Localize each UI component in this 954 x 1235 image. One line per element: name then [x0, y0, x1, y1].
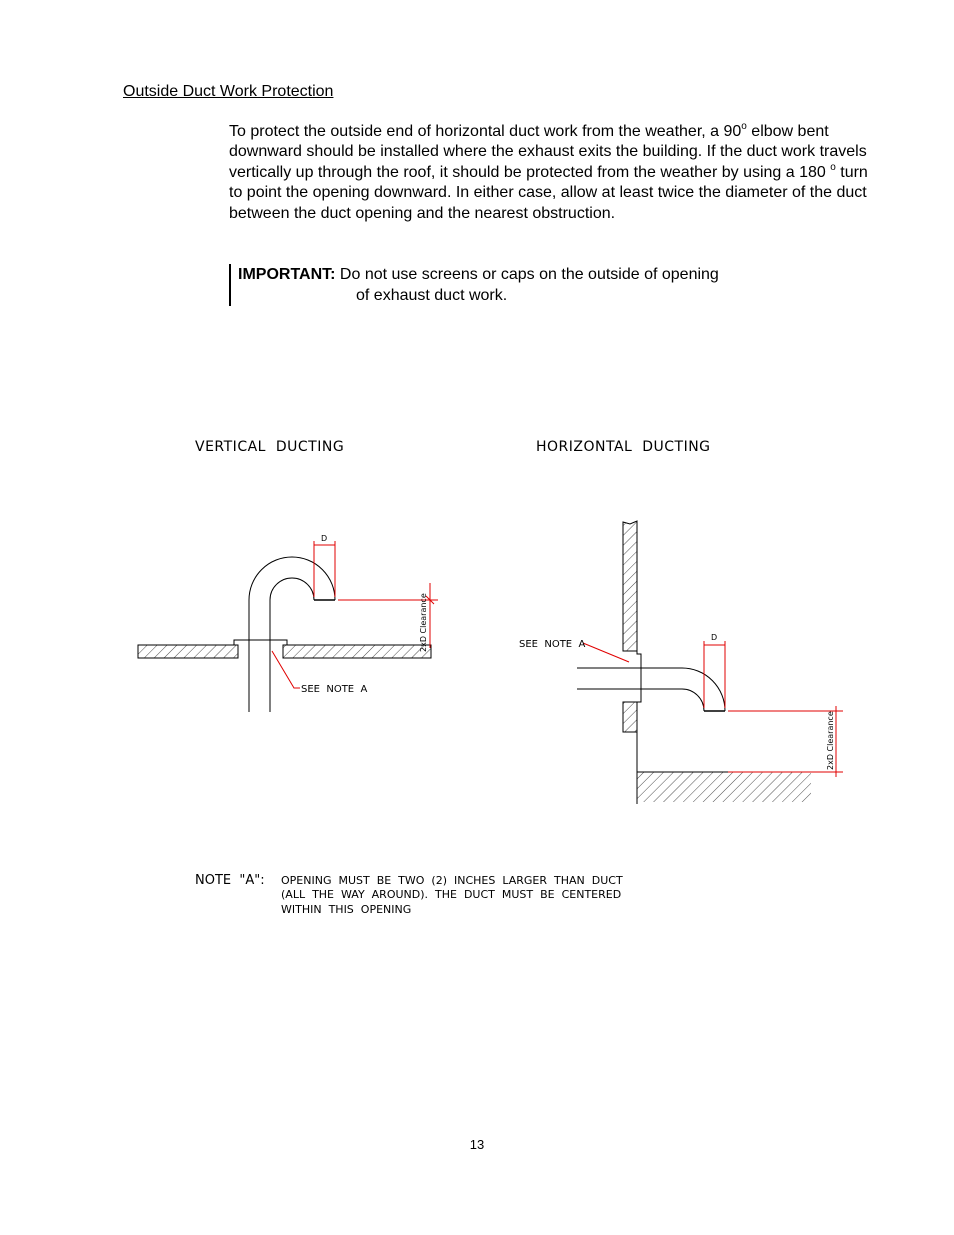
roof-right-slab	[283, 645, 431, 658]
degree-superscript-2: o	[830, 161, 836, 173]
vertical-clearance-label: 2xD Clearance	[419, 593, 428, 652]
note-a-line3: WITHIN THIS OPENING	[281, 903, 412, 916]
paragraph-part1: To protect the outside end of horizontal duct work from the weather, a 90	[229, 123, 742, 140]
important-line1: Do not use screens or caps on the outside of opening	[335, 266, 719, 283]
note-a	[195, 873, 623, 916]
roof-opening-flange	[234, 640, 287, 658]
horizontal-d-label: D	[711, 633, 718, 642]
wall-opening-flange	[637, 651, 641, 702]
vertical-ducting-title: VERTICAL DUCTING	[195, 439, 345, 455]
horizontal-see-note: SEE NOTE A	[519, 639, 586, 650]
ducting-diagram	[0, 420, 954, 930]
degree-superscript-1: o	[741, 121, 747, 132]
section-heading: Outside Duct Work Protection	[123, 83, 334, 100]
paragraph-part2: elbow bent downward should be installed where the exhaust exits the building. If the duct work travels vertically up through the roof, it should be protected from the weather by using a 180	[229, 123, 867, 181]
important-line2: of exhaust duct work.	[356, 287, 508, 304]
note-a-line2: (ALL THE WAY AROUND). THE DUCT MUST BE CENTERED	[281, 888, 622, 901]
instruction-paragraph	[229, 122, 869, 224]
horizontal-ducting-title: HORIZONTAL DUCTING	[536, 439, 711, 455]
roof-left-slab	[138, 645, 238, 658]
wall-upper-section	[623, 521, 637, 651]
wall-lower-section	[623, 702, 637, 732]
vertical-d-label: D	[321, 534, 328, 543]
note-a-label: NOTE "A":	[195, 873, 265, 888]
important-label: IMPORTANT:	[238, 266, 336, 283]
ground-slab	[637, 772, 811, 802]
important-note	[229, 264, 838, 306]
page-number: 13	[469, 1137, 485, 1152]
vertical-see-note: SEE NOTE A	[301, 684, 368, 695]
vertical-ducting-drawing	[138, 534, 438, 712]
horizontal-clearance-label: 2xD Clearance	[826, 711, 835, 770]
note-a-line1: OPENING MUST BE TWO (2) INCHES LARGER THAN DUCT	[281, 874, 623, 887]
paragraph-part3: turn to point the opening downward. In either case, allow at least twice the diameter of the duct between the duct opening and the nearest obstruction.	[229, 163, 868, 222]
horizontal-ducting-drawing	[519, 521, 843, 804]
